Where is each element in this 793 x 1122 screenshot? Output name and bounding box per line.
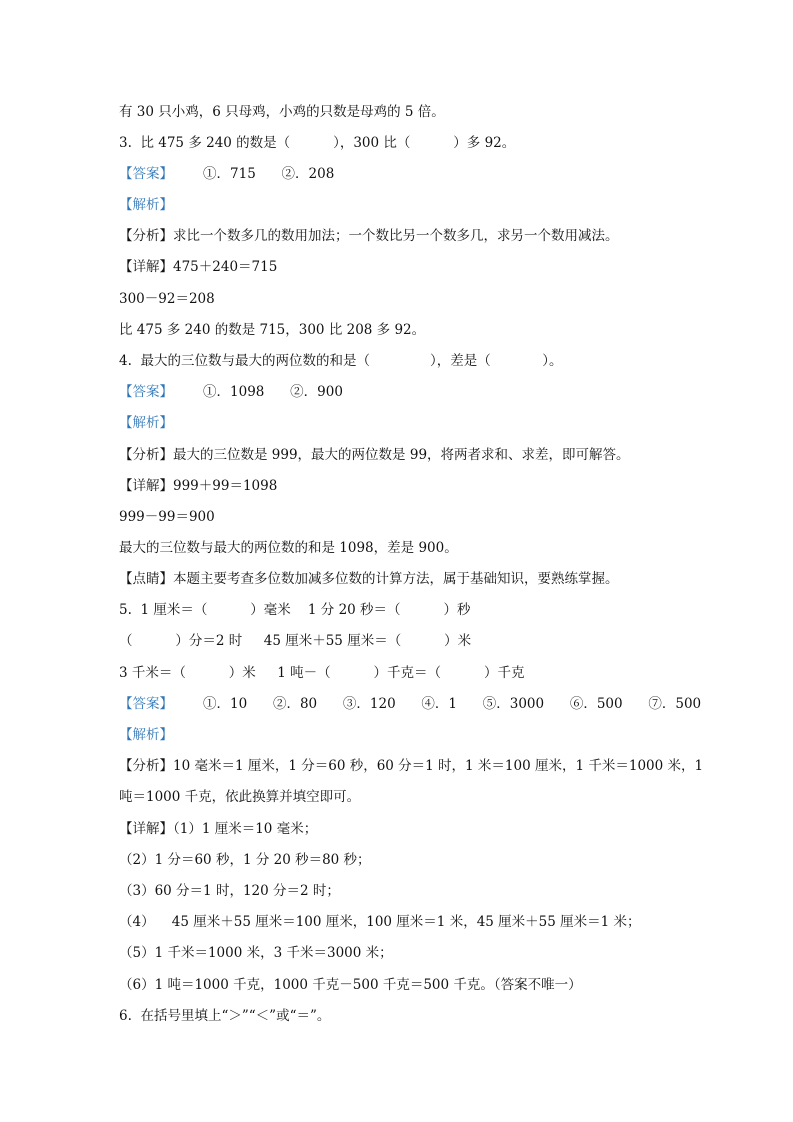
line-text: 【分析】求比一个数多几的数用加法；一个数比另一个数多几，求另一个数用减法。 — [119, 228, 619, 244]
analysis-heading — [119, 726, 173, 744]
line-text: 【详解】（1）1 厘米＝10 毫米； — [119, 821, 318, 837]
line-text: 3 千米＝（ ）米 1 吨－（ ）千克＝（ ）千克 — [119, 665, 525, 681]
text-line — [119, 882, 340, 900]
line-text: （6）1 吨＝1000 千克，1000 千克－500 千克＝500 千克。（答案不唯一） — [119, 977, 582, 993]
text-line — [119, 290, 215, 308]
text-line — [119, 851, 371, 869]
line-text: 最大的三位数与最大的两位数的和是 1098，差是 900。 — [119, 540, 458, 556]
line-text: 4. 最大的三位数与最大的两位数的和是（ ），差是（ ）。 — [119, 353, 563, 369]
line-text: 6. 在括号里填上“＞”“＜”或“＝”。 — [119, 1008, 331, 1024]
text-line — [119, 446, 630, 464]
answer-text: ①．10 ②．80 ③．120 ④．1 ⑤．3000 ⑥．500 ⑦．500 — [173, 696, 702, 712]
text-line — [119, 664, 524, 682]
line-text: 【分析】10 毫米＝1 厘米，1 分＝60 秒，60 分＝1 时，1 米＝100 厘米，1 千米＝1000 米，1 — [119, 758, 704, 774]
line-text: （5）1 千米＝1000 米，3 千米＝3000 米； — [119, 945, 393, 961]
text-line — [119, 321, 425, 339]
line-text: 【详解】475＋240＝715 — [119, 259, 278, 275]
answer-text: ①．715 ②．208 — [173, 166, 335, 182]
text-line — [119, 103, 445, 121]
text-line — [119, 570, 619, 588]
line-text: （3）60 分＝1 时，120 分＝2 时； — [119, 883, 340, 899]
question-5 — [119, 601, 470, 619]
text-line — [119, 227, 619, 245]
line-text: 【点睛】本题主要考查多位数加减多位数的计算方法，属于基础知识，要熟练掌握。 — [119, 571, 619, 587]
answer-label: 【答案】 — [119, 166, 173, 182]
text-line — [119, 539, 458, 557]
line-text: 吨＝1000 千克，依此换算并填空即可。 — [119, 789, 361, 805]
analysis-heading — [119, 196, 173, 214]
line-text: （ ）分＝2 时 45 厘米＋55 厘米＝（ ）米 — [119, 633, 472, 649]
line-text: 300－92＝208 — [119, 291, 215, 307]
answer-text: ①．1098 ②．900 — [173, 384, 343, 400]
analysis-label: 【解析】 — [119, 415, 173, 431]
text-line — [119, 976, 582, 994]
answer-line — [119, 695, 701, 713]
text-line — [119, 820, 317, 838]
line-text: 5. 1 厘米＝（ ）毫米 1 分 20 秒＝（ ）秒 — [119, 602, 471, 618]
text-line — [119, 632, 471, 650]
answer-label: 【答案】 — [119, 384, 173, 400]
text-line — [119, 258, 277, 276]
line-text: 比 475 多 240 的数是 715，300 比 208 多 92。 — [119, 322, 426, 338]
question-3 — [119, 134, 515, 152]
line-text: （2）1 分＝60 秒，1 分 20 秒＝80 秒； — [119, 852, 371, 868]
analysis-heading — [119, 414, 173, 432]
line-text: 有 30 只小鸡，6 只母鸡，小鸡的只数是母鸡的 5 倍。 — [119, 104, 445, 120]
text-line — [119, 788, 360, 806]
text-line — [119, 508, 215, 526]
text-line — [119, 944, 393, 962]
question-6 — [119, 1007, 330, 1025]
line-text: 【分析】最大的三位数是 999，最大的两位数是 99，将两者求和、求差，即可解答。 — [119, 447, 630, 463]
analysis-label: 【解析】 — [119, 727, 173, 743]
answer-label: 【答案】 — [119, 696, 173, 712]
answer-line — [119, 165, 334, 183]
line-text: 3. 比 475 多 240 的数是（ ），300 比（ ）多 92。 — [119, 135, 516, 151]
line-text: 999－99＝900 — [119, 509, 215, 525]
text-line — [119, 757, 703, 775]
line-text: 【详解】999＋99＝1098 — [119, 478, 278, 494]
line-text: （4） 45 厘米＋55 厘米＝100 厘米，100 厘米＝1 米，45 厘米＋55 厘米＝1 米； — [119, 914, 641, 930]
analysis-label: 【解析】 — [119, 197, 173, 213]
text-line — [119, 477, 277, 495]
question-4 — [119, 352, 563, 370]
answer-line — [119, 383, 343, 401]
text-line — [119, 913, 641, 931]
